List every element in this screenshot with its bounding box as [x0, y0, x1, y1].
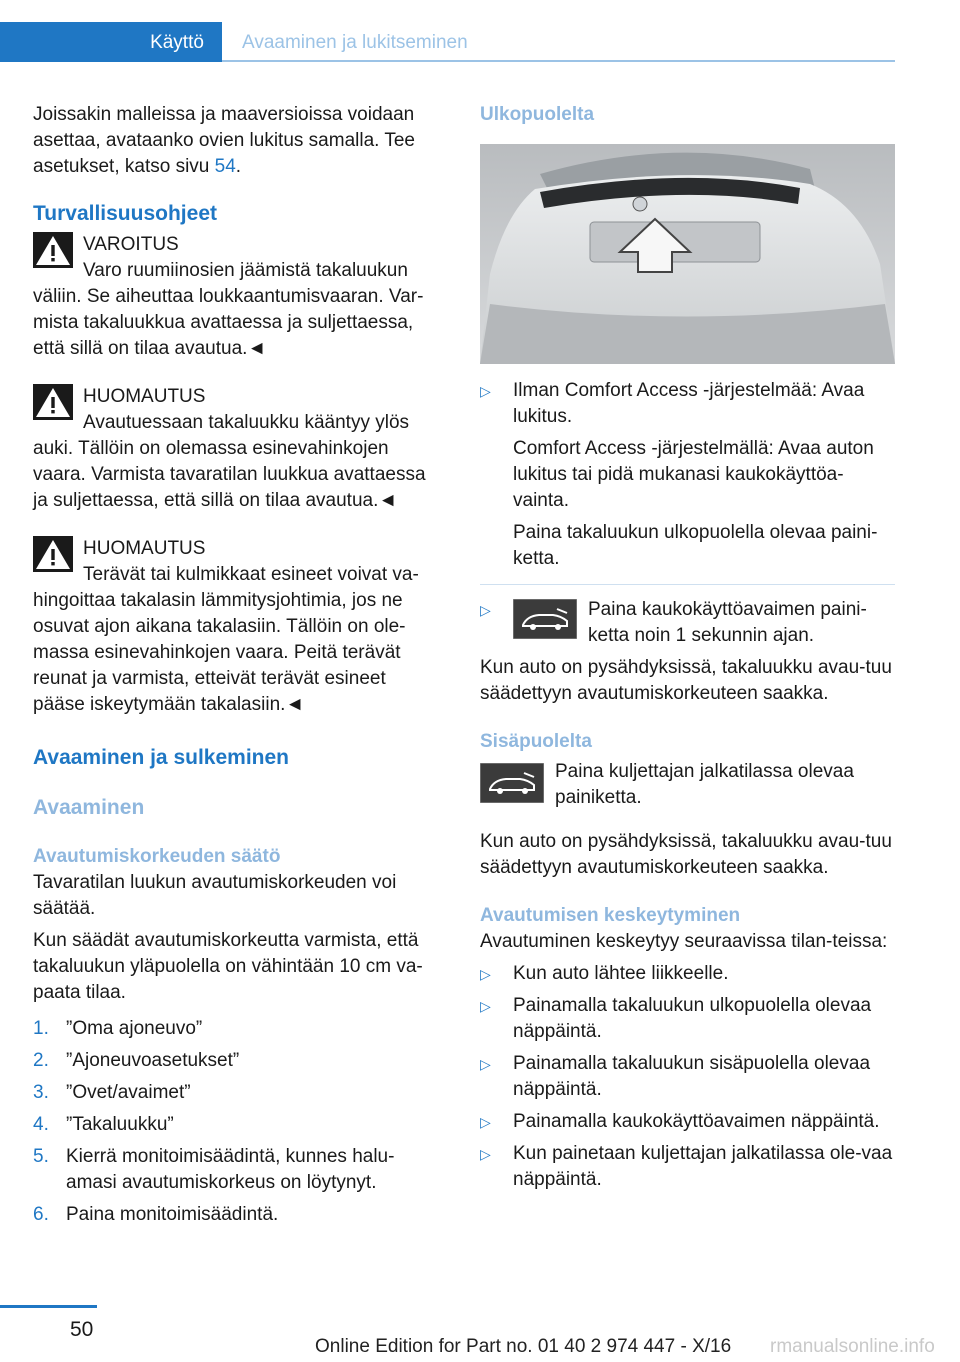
notice-block	[33, 384, 436, 514]
triangle-bullet-icon: ▷	[480, 1146, 491, 1162]
left-column	[33, 102, 436, 1234]
outside-heading: Ulkopuolelta	[480, 104, 595, 125]
outside-bullets	[480, 597, 895, 649]
edition-text: Online Edition for Part no. 01 40 2 974 447 - X/16	[315, 1336, 732, 1357]
trunk-open-button-icon	[480, 763, 544, 803]
list-item: ▷ Painamalla takaluukun ulkopuolella olevaa näppäintä.	[480, 995, 872, 1042]
warning-triangle-icon	[33, 384, 73, 420]
warning-triangle-icon	[33, 232, 73, 268]
triangle-bullet-icon: ▷	[480, 1114, 491, 1130]
notice-text: auki. Tällöin on olemassa esinevahinkojen vaara. Varmista tavaratilan luukkua avattaessa ja suljettaessa, että sillä on tilaa avautua.◄	[33, 438, 426, 511]
list-item: 2. ”Ajoneuvoasetukset”	[33, 1050, 240, 1071]
list-item: 3. ”Ovet/avaimet”	[33, 1082, 191, 1103]
list-item: ▷ Ilman Comfort Access -järjestelmää: Avaa lukitus. Comfort Access -järjestelmällä: Avaa auton lukitus tai pidä mukanasi kaukokäyttöa-vainta. Paina takaluukun ulkopuolella olevaa paini-ketta.	[480, 380, 878, 569]
triangle-bullet-icon: ▷	[480, 966, 491, 982]
warning-triangle-icon	[33, 536, 73, 572]
outside-result: Kun auto on pysähdyksissä, takaluukku avau-tuu säädettyyn avautumiskorkeuteen saakka.	[480, 657, 892, 704]
page-header	[0, 22, 895, 62]
page-number: 50	[70, 1318, 94, 1341]
warning-first-line: Varo ruumiinosien jäämistä takaluukun	[83, 260, 408, 281]
header-rule	[222, 60, 895, 62]
list-item: ▷ Kun painetaan kuljettajan jalkatilassa ole-vaa näppäintä.	[480, 1143, 893, 1190]
chapter-title: Käyttö	[150, 32, 204, 53]
intro-paragraph: Joissakin malleissa ja maaversioissa voidaan asettaa, avataanko ovien lukitus samalla. Tee asetukset, katso sivu 54.	[33, 104, 415, 177]
divider	[480, 584, 895, 585]
car-rear-illustration	[480, 144, 895, 364]
height-paragraph: Tavaratilan luukun avautumiskorkeuden voi säätää.	[33, 872, 397, 919]
triangle-bullet-icon: ▷	[480, 1056, 491, 1072]
warning-label: VAROITUS	[83, 234, 179, 255]
notice-first-line: Avautuessaan takaluukku kääntyy ylös	[83, 412, 410, 433]
notice-block	[33, 536, 436, 718]
open-close-heading: Avaaminen ja sulkeminen	[33, 746, 289, 769]
height-paragraph: Kun säädät avautumiskorkeutta varmista, että takaluukun yläpuolella on vähintään 10 cm va-paata tilaa.	[33, 930, 423, 1003]
interrupt-intro: Avautuminen keskeytyy seuraavissa tilan-teissa:	[480, 931, 888, 952]
list-item: ▷ Paina kaukokäyttöavaimen paini-ketta noin 1 sekunnin ajan.	[480, 599, 867, 646]
list-item: ▷ Painamalla kaukokäyttöavaimen näppäintä.	[480, 1109, 895, 1135]
outside-bullets	[480, 378, 895, 572]
list-item: 6. Paina monitoimisäädintä.	[33, 1204, 279, 1225]
steps-list	[33, 1016, 436, 1228]
trunk-photo	[480, 144, 895, 364]
trunk-open-button-icon	[513, 599, 577, 639]
right-column	[480, 102, 895, 1199]
list-item: 5. Kierrä monitoimisäädintä, kunnes halu-amasi avautumiskorkeus on löytynyt.	[33, 1146, 395, 1193]
footer-rule	[0, 1305, 97, 1308]
interrupt-list	[480, 961, 895, 1193]
notice-text: hingoittaa takalasin lämmitysjohtimia, jos ne osuvat ajon aikana takalasiin. Tällöin on ole-massa esinevahinkojen vaara. Peitä terävät reunat ja varmista, etteivät terävät esineet pääse iskeytymään takalasiin.◄	[33, 590, 406, 715]
opening-heading: Avaaminen	[33, 796, 145, 819]
list-item: 1. ”Oma ajoneuvo”	[33, 1018, 203, 1039]
inside-result: Kun auto on pysähdyksissä, takaluukku avau-tuu säädettyyn avautumiskorkeuteen saakka.	[480, 831, 892, 878]
safety-heading: Turvallisuusohjeet	[33, 202, 217, 225]
inside-instruction: Paina kuljettajan jalkatilassa olevaa painiketta.	[480, 759, 895, 811]
list-item: ▷ Painamalla takaluukun sisäpuolella olevaa näppäintä.	[480, 1053, 871, 1100]
interrupt-heading: Avautumisen keskeytyminen	[480, 905, 741, 926]
notice-label: HUOMAUTUS	[83, 386, 206, 407]
inside-heading: Sisäpuolelta	[480, 731, 592, 752]
list-item: ▷ Kun auto lähtee liikkeelle.	[480, 961, 895, 987]
warning-block	[33, 232, 436, 362]
triangle-bullet-icon: ▷	[480, 602, 491, 618]
triangle-bullet-icon: ▷	[480, 998, 491, 1014]
warning-text: väliin. Se aiheuttaa loukkaantumisvaaran. Var-mista takaluukkua avattaessa ja suljettaessa, että sillä on tilaa avautua.◄	[33, 286, 424, 359]
notice-first-line: Terävät tai kulmikkaat esineet voivat va-	[83, 564, 419, 585]
notice-label: HUOMAUTUS	[83, 538, 206, 559]
page-link[interactable]: 54	[214, 156, 236, 177]
section-title: Avaaminen ja lukitseminen	[242, 32, 468, 53]
list-item: 4. ”Takaluukku”	[33, 1114, 174, 1135]
watermark: rmanualsonline.info	[770, 1336, 935, 1357]
height-heading: Avautumiskorkeuden säätö	[33, 846, 281, 867]
triangle-bullet-icon: ▷	[480, 383, 491, 399]
